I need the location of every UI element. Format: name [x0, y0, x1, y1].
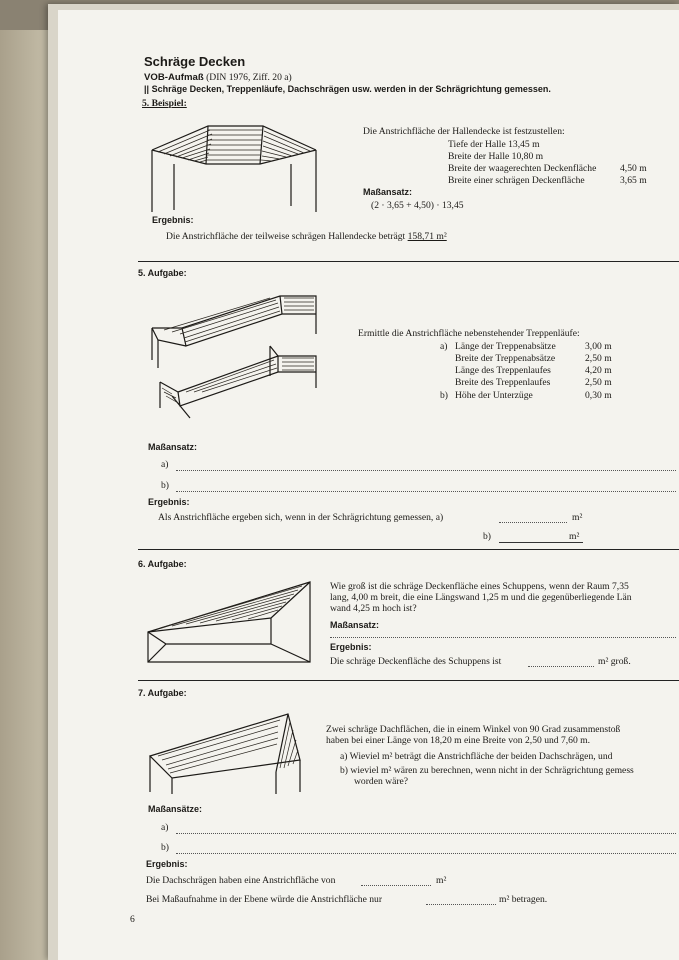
- aufgabe7-line-a-blank[interactable]: [176, 833, 676, 834]
- page-title: Schräge Decken: [144, 54, 246, 69]
- aufgabe5-item-a-prefix: a): [440, 341, 448, 352]
- roof-slopes-drawing: [148, 712, 304, 794]
- aufgabe5-result-text: Als Anstrichfläche ergeben sich, wenn in der Schrägrichtung gemessen, a): [158, 512, 444, 523]
- aufgabe5-line-a-blank[interactable]: [176, 470, 676, 471]
- beispiel5-massansatz-label: Maßansatz:: [363, 187, 413, 197]
- aufgabe7-line-a-label: a): [161, 822, 169, 833]
- beispiel5-depth: Tiefe der Halle 13,45 m: [448, 139, 540, 150]
- aufgabe5-result-a-unit: m²: [572, 512, 583, 523]
- aufgabe7-item-b-line-2: worden wäre?: [354, 776, 409, 787]
- beispiel5-ergebnis-label: Ergebnis:: [152, 215, 194, 225]
- aufgabe5-line-b-label: b): [161, 480, 169, 491]
- rule-marker: ||: [144, 84, 150, 94]
- aufgabe7-heading: 7. Aufgabe:: [138, 688, 187, 698]
- aufgabe7-line-b-blank[interactable]: [176, 853, 676, 854]
- aufgabe5-landing-width-label: Breite der Treppenabsätze: [455, 353, 556, 364]
- aufgabe7-ergebnis-label: Ergebnis:: [146, 859, 188, 869]
- beispiel5-slope-value: 3,65 m: [620, 175, 647, 186]
- beispiel5-result-line: [166, 231, 447, 242]
- aufgabe7-item-b-line-1: b) wieviel m² wären zu berechnen, wenn nicht in der Schrägrichtung gemess: [340, 765, 634, 776]
- aufgabe5-ergebnis-label: Ergebnis:: [148, 497, 190, 507]
- aufgabe5-flight-width-label: Breite des Treppenlaufes: [455, 377, 551, 388]
- beispiel5-horizontal-width: Breite der waagerechten Deckenfläche: [448, 163, 597, 174]
- vob-line: [144, 72, 292, 83]
- aufgabe5-massansatz-label: Maßansatz:: [148, 442, 198, 452]
- aufgabe7-result1-text: Die Dachschrägen haben eine Anstrichfläche von: [146, 875, 336, 886]
- aufgabe6-massansatz-blank[interactable]: [330, 637, 676, 638]
- aufgabe5-beam-height-value: 0,30 m: [585, 390, 612, 401]
- worksheet-page: [58, 10, 679, 960]
- aufgabe7-line-b-label: b): [161, 842, 169, 853]
- aufgabe5-item-b-prefix: b): [440, 390, 448, 401]
- hall-ceiling-drawing: [148, 122, 318, 214]
- beispiel5-width: Breite der Halle 10,80 m: [448, 151, 544, 162]
- aufgabe7-result2-unit: m² betragen.: [499, 894, 548, 905]
- aufgabe7-result1-blank[interactable]: [361, 885, 431, 886]
- rule-text: Schräge Decken, Treppenläufe, Dachschrägen usw. werden in der Schrägrichtung gemessen.: [151, 84, 551, 94]
- aufgabe7-result2-text: Bei Maßaufnahme in der Ebene würde die Anstrichfläche nur: [146, 894, 383, 905]
- aufgabe5-beam-height-label: Höhe der Unterzüge: [455, 390, 533, 401]
- aufgabe6-question-line-1: Wie groß ist die schräge Deckenfläche eines Schuppens, wenn der Raum 7,35: [330, 581, 629, 592]
- aufgabe5-result-b-unit: m²: [569, 531, 580, 542]
- aufgabe7-result2-blank[interactable]: [426, 904, 496, 905]
- aufgabe5-line-a-label: a): [161, 459, 169, 470]
- aufgabe5-landing-width-value: 2,50 m: [585, 353, 612, 364]
- aufgabe5-intro: Ermittle die Anstrichfläche nebenstehender Treppenläufe:: [358, 328, 580, 339]
- aufgabe7-item-a: a) Wieviel m² beträgt die Anstrichfläche der beiden Dachschrägen, und: [340, 751, 613, 762]
- beispiel5-formula: (2 · 3,65 + 4,50) · 13,45: [371, 200, 464, 211]
- aufgabe5-flight-length-label: Länge des Treppenlaufes: [455, 365, 551, 376]
- divider-3: [138, 680, 679, 681]
- shed-drawing: [146, 580, 316, 666]
- aufgabe7-question-line-1: Zwei schräge Dachflächen, die in einem Winkel von 90 Grad zusammenstoß: [326, 724, 621, 735]
- beispiel5-horizontal-value: 4,50 m: [620, 163, 647, 174]
- aufgabe6-question-line-2: lang, 4,00 m breit, die eine Längswand 1,25 m und die gegenüberliegende Län: [330, 592, 632, 603]
- aufgabe5-result-b-label: b): [483, 531, 491, 542]
- aufgabe6-massansatz-label: Maßansatz:: [330, 620, 380, 630]
- aufgabe6-heading: 6. Aufgabe:: [138, 559, 187, 569]
- beispiel5-intro: Die Anstrichfläche der Hallendecke ist festzustellen:: [363, 126, 565, 137]
- aufgabe7-massansaetze-label: Maßansätze:: [148, 804, 203, 814]
- aufgabe6-question-line-3: wand 4,25 m hoch ist?: [330, 603, 417, 614]
- aufgabe6-ergebnis-label: Ergebnis:: [330, 642, 372, 652]
- aufgabe5-flight-length-value: 4,20 m: [585, 365, 612, 376]
- page-number: 6: [130, 914, 135, 925]
- aufgabe5-result-b-blank[interactable]: [499, 542, 583, 543]
- beispiel5-result-value: 158,71 m²: [407, 231, 447, 242]
- stair-flights-drawing: [150, 288, 320, 418]
- divider-1: [138, 261, 679, 262]
- aufgabe6-result-unit: m² groß.: [598, 656, 631, 667]
- aufgabe5-result-a-blank[interactable]: [499, 522, 567, 523]
- vob-label: VOB-Aufmaß: [144, 72, 204, 83]
- aufgabe7-question-line-2: haben bei einer Länge von 18,20 m eine Breite von 2,50 und 7,60 m.: [326, 735, 591, 746]
- aufgabe5-heading: 5. Aufgabe:: [138, 268, 187, 278]
- aufgabe6-result-text: Die schräge Deckenfläche des Schuppens ist: [330, 656, 502, 667]
- aufgabe5-line-b-blank[interactable]: [176, 491, 676, 492]
- aufgabe5-landing-length-value: 3,00 m: [585, 341, 612, 352]
- beispiel5-slope-width: Breite einer schrägen Deckenfläche: [448, 175, 585, 186]
- aufgabe5-flight-width-value: 2,50 m: [585, 377, 612, 388]
- divider-2: [138, 549, 679, 550]
- beispiel5-result-text: Die Anstrichfläche der teilweise schrägen Hallendecke beträgt: [166, 231, 406, 242]
- vob-reference: (DIN 1976, Ziff. 20 a): [206, 72, 292, 83]
- aufgabe6-result-blank[interactable]: [528, 666, 594, 667]
- measurement-rule: [144, 84, 551, 95]
- beispiel5-heading: 5. Beispiel:: [142, 98, 187, 109]
- aufgabe5-landing-length-label: Länge der Treppenabsätze: [455, 341, 556, 352]
- aufgabe7-result1-unit: m²: [436, 875, 447, 886]
